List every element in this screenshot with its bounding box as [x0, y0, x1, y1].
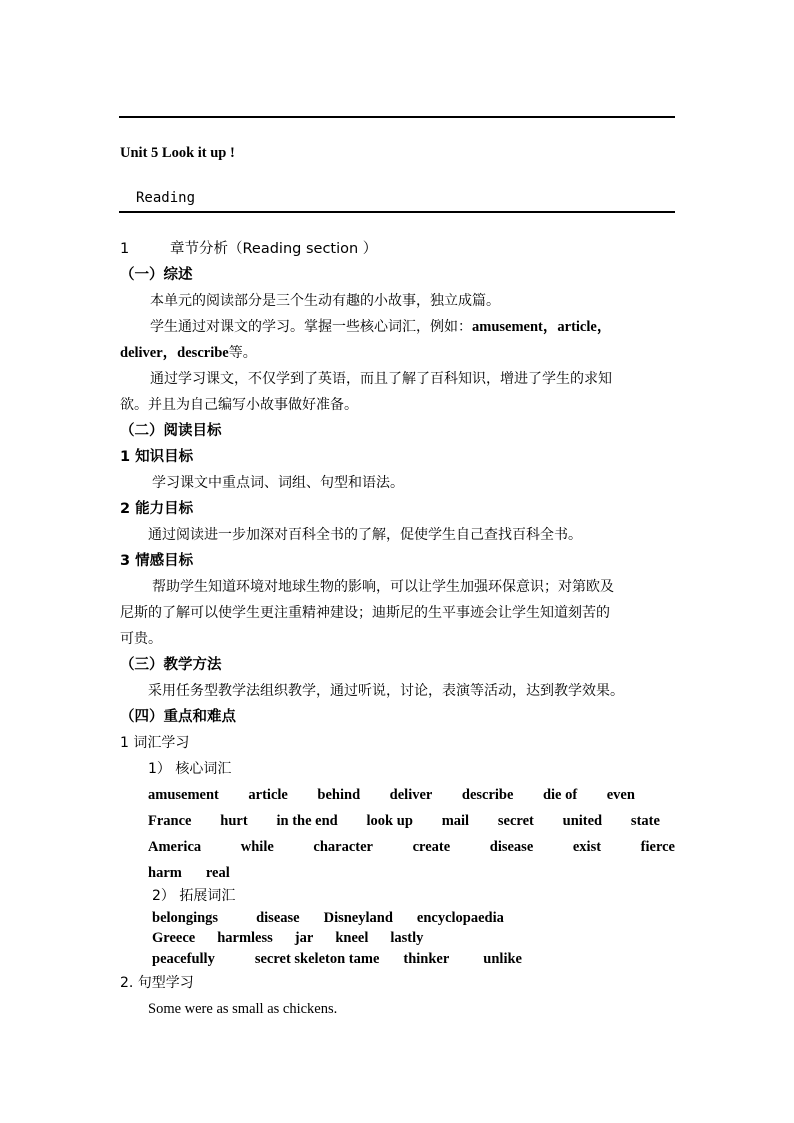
- goal1-title: 1 知识目标: [120, 449, 194, 465]
- part1-paragraph2-words2: deliver，describe: [120, 345, 229, 361]
- extended-vocab-title: 2） 拓展词汇: [152, 888, 236, 904]
- vocab-word: behind: [317, 787, 361, 803]
- vocab-word: united: [562, 813, 603, 829]
- vocab-word: in the end: [276, 813, 338, 829]
- unit-title: Unit 5 Look it up !: [120, 145, 235, 161]
- vocab-word: lastly: [390, 930, 424, 946]
- vocab-word: exist: [572, 839, 602, 855]
- vocab-word: secret skeleton tame: [254, 951, 380, 967]
- extended-vocab-row: [152, 908, 504, 928]
- core-vocab-row: [148, 785, 675, 805]
- vocab-word: describe: [461, 787, 514, 803]
- part1-paragraph2-words: amusement，article，: [472, 319, 612, 335]
- goal3-line1: 帮助学生知道环境对地球生物的影响，可以让学生加强环保意识；对第欧及: [152, 579, 614, 595]
- vocab-word: real: [205, 865, 230, 881]
- section-rule: [119, 211, 675, 213]
- extended-vocab-row: [152, 928, 423, 948]
- vocab-word: article: [248, 787, 288, 803]
- goal3-line3: 可贵。: [120, 631, 162, 647]
- core-vocab-row: [148, 837, 675, 857]
- vocab-word: Greece: [152, 930, 196, 946]
- sentence-pattern-example: Some were as small as chickens.: [148, 1001, 338, 1017]
- part4-heading: （四）重点和难点: [120, 709, 236, 725]
- vocab-word: disease: [489, 839, 534, 855]
- vocab-word: mail: [441, 813, 470, 829]
- vocab-title: 1 词汇学习: [120, 735, 190, 751]
- part1-paragraph2-line1: [150, 317, 611, 337]
- goal1-text: 学习课文中重点词、词组、句型和语法。: [152, 475, 404, 491]
- vocab-word: die of: [542, 787, 578, 803]
- vocab-word: belongings: [152, 910, 219, 926]
- part3-text: 采用任务型教学法组织教学，通过听说，讨论，表演等活动，达到教学效果。: [148, 683, 624, 699]
- part2-heading: （二）阅读目标: [120, 423, 222, 439]
- part1-paragraph2-cn: 学生通过对课文的学习。掌握一些核心词汇，例如：: [150, 319, 472, 335]
- core-vocab-title: 1） 核心词汇: [148, 761, 232, 777]
- extended-vocab-row: [152, 949, 522, 969]
- vocab-word: fierce: [640, 839, 675, 855]
- vocab-word: harmless: [217, 930, 273, 946]
- vocab-word: thinker: [403, 951, 450, 967]
- goal3-line2: 尼斯的了解可以使学生更注重精神建设；迪斯尼的生平事迹会让学生知道刻苦的: [120, 605, 610, 621]
- part1-paragraph2-tail: 等。: [228, 345, 257, 361]
- vocab-word: deliver: [389, 787, 433, 803]
- vocab-word: even: [606, 787, 635, 803]
- vocab-word: unlike: [483, 951, 522, 967]
- section-label: Reading: [136, 190, 196, 206]
- vocab-word: state: [630, 813, 660, 829]
- vocab-word: France: [148, 813, 192, 829]
- vocab-word: jar: [294, 930, 314, 946]
- goal2-title: 2 能力目标: [120, 501, 194, 517]
- vocab-word: while: [240, 839, 274, 855]
- core-vocab-row: [148, 863, 230, 883]
- section-title: 章节分析（Reading section ）: [170, 241, 378, 257]
- vocab-word: encyclopaedia: [416, 910, 504, 926]
- vocab-word: secret: [497, 813, 534, 829]
- part1-heading: （一）综述: [120, 267, 193, 283]
- vocab-word: look up: [366, 813, 413, 829]
- sentence-pattern-title: 2. 句型学习: [120, 975, 194, 991]
- top-rule: [119, 116, 675, 118]
- vocab-word: character: [313, 839, 373, 855]
- vocab-word: disease: [256, 910, 300, 926]
- vocab-word: hurt: [220, 813, 248, 829]
- vocab-word: Disneyland: [323, 910, 393, 926]
- part1-paragraph1: 本单元的阅读部分是三个生动有趣的小故事，独立成篇。: [150, 293, 500, 309]
- core-vocab-row: [148, 811, 660, 831]
- part1-paragraph3-line2: 欲。并且为自己编写小故事做好准备。: [120, 397, 358, 413]
- vocab-word: create: [412, 839, 451, 855]
- goal2-text: 通过阅读进一步加深对百科全书的了解，促使学生自己查找百科全书。: [148, 527, 582, 543]
- vocab-word: peacefully: [152, 951, 215, 967]
- part1-paragraph3-line1: 通过学习课文，不仅学到了英语，而且了解了百科知识，增进了学生的求知: [150, 371, 612, 387]
- goal3-title: 3 情感目标: [120, 553, 194, 569]
- part3-heading: （三）教学方法: [120, 657, 222, 673]
- part1-paragraph2-line2: [120, 343, 257, 363]
- vocab-word: harm: [148, 865, 182, 881]
- vocab-word: amusement: [148, 787, 219, 803]
- vocab-word: America: [148, 839, 202, 855]
- vocab-word: kneel: [335, 930, 369, 946]
- section-number: 1: [120, 241, 130, 257]
